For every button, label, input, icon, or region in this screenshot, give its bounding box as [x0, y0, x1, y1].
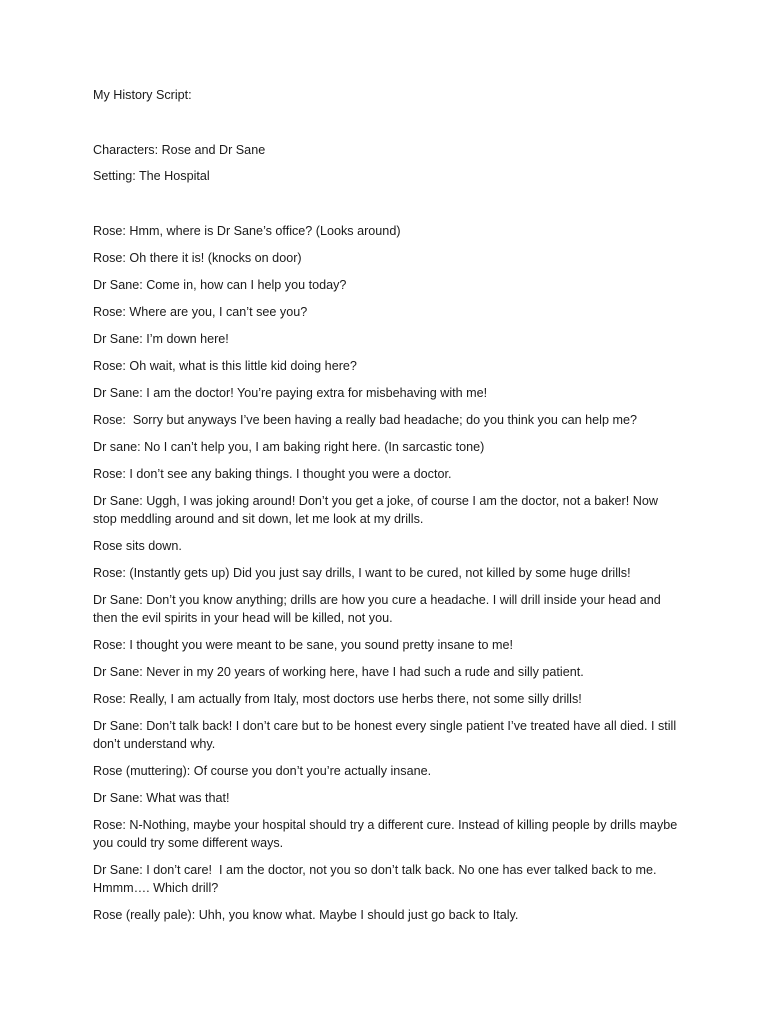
- dialogue-line: Rose: Sorry but anyways I’ve been having a really bad headache; do you think you can help me?: [93, 413, 637, 427]
- dialogue-line: Dr Sane: What was that!: [93, 791, 230, 805]
- script-content: [93, 86, 683, 933]
- dialogue-line: Dr Sane: Never in my 20 years of working here, have I had such a rude and silly patient.: [93, 665, 584, 679]
- dialogue-line: Rose: I thought you were meant to be sane, you sound pretty insane to me!: [93, 638, 514, 652]
- spacer: [93, 193, 683, 222]
- dialogue-line: Dr Sane: I’m down here!: [93, 332, 229, 346]
- dialogue-line: Rose (muttering): Of course you don’t you’re actually insane.: [93, 764, 432, 778]
- dialogue-line: Rose: Where are you, I can’t see you?: [93, 305, 308, 319]
- spacer: [93, 104, 683, 141]
- dialogue-line: Dr sane: No I can’t help you, I am baking right here. (In sarcastic tone): [93, 440, 485, 454]
- dialogue-line: Rose: Oh wait, what is this little kid doing here?: [93, 359, 357, 373]
- dialogue-line: Rose: Really, I am actually from Italy, most doctors use herbs there, not some silly drills!: [93, 692, 582, 706]
- dialogue-line: Dr Sane: Don’t you know anything; drills are how you cure a headache. I will drill inside your head and then the evil spirits in your head will be killed, not you.: [93, 593, 665, 625]
- dialogue-line: Dr Sane: Uggh, I was joking around! Don’t you get a joke, of course I am the doctor, not a baker! Now stop meddling around and sit down, let me look at my drills.: [93, 494, 662, 526]
- dialogue-line: Rose (really pale): Uhh, you know what. Maybe I should just go back to Italy.: [93, 908, 519, 922]
- dialogue-line: Rose: Hmm, where is Dr Sane’s office? (Looks around): [93, 224, 401, 238]
- dialogue-line: Rose: I don’t see any baking things. I thought you were a doctor.: [93, 467, 452, 481]
- dialogue-line: Rose: N-Nothing, maybe your hospital should try a different cure. Instead of killing people by drills maybe you could try some different ways.: [93, 818, 681, 850]
- stage-direction: Rose sits down.: [93, 539, 182, 553]
- characters-line: Characters: Rose and Dr Sane: [93, 143, 266, 157]
- dialogue-line: Dr Sane: I don’t care! I am the doctor, not you so don’t talk back. No one has ever talked back to me. Hmmm…. Which drill?: [93, 863, 661, 895]
- document-title: My History Script:: [93, 88, 192, 102]
- dialogue-line: Dr Sane: Come in, how can I help you today?: [93, 278, 347, 292]
- dialogue-line: Dr Sane: I am the doctor! You’re paying extra for misbehaving with me!: [93, 386, 488, 400]
- dialogue-line: Rose: Oh there it is! (knocks on door): [93, 251, 302, 265]
- dialogue-line: Rose: (Instantly gets up) Did you just say drills, I want to be cured, not killed by some huge drills!: [93, 566, 631, 580]
- dialogue-line: Dr Sane: Don’t talk back! I don’t care but to be honest every single patient I’ve treated have all died. I still don’t understand why.: [93, 719, 680, 751]
- setting-line: Setting: The Hospital: [93, 169, 210, 183]
